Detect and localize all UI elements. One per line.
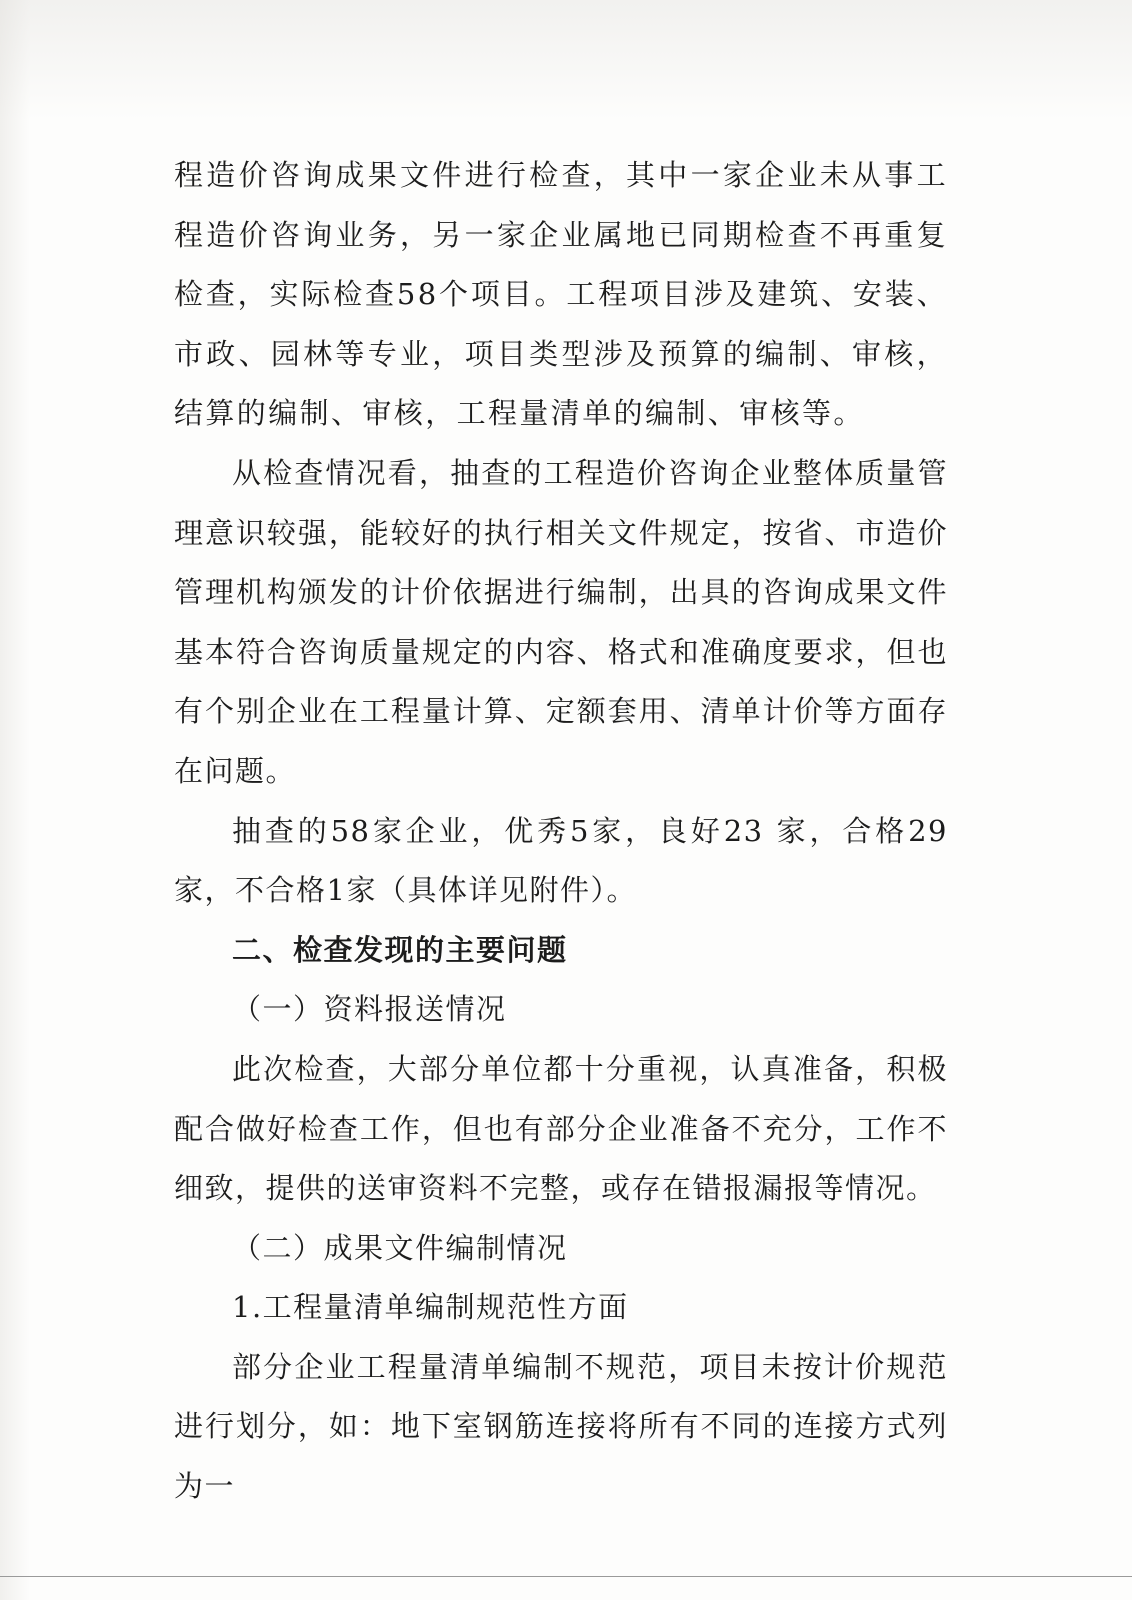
subheading-bill-of-quantities: 1.工程量清单编制规范性方面: [232, 1290, 629, 1325]
subheading-document-preparation: （二）成果文件编制情况: [232, 1230, 568, 1265]
paragraph-bill-of-quantities: 部分企业工程量清单编制不规范，项目未按计价规范进行划分，如：地下室钢筋连接将所有不同的连接方式列为一: [174, 1349, 948, 1504]
document-body: [174, 146, 948, 1517]
paragraph-intro-continued: 程造价咨询成果文件进行检查，其中一家企业未从事工程造价咨询业务，另一家企业属地已同期检查不再重复检查，实际检查58个项目。工程项目涉及建筑、安装、市政、园林等专业，项目类型涉及预算的编制、审核，结算的编制、审核，工程量清单的编制、审核等。: [174, 158, 948, 431]
page-bottom-edge: [0, 1576, 1132, 1577]
paragraph-inspection-overview: 从检查情况看，抽查的工程造价咨询企业整体质量管理意识较强，能较好的执行相关文件规定，按省、市造价管理机构颁发的计价依据进行编制，出具的咨询成果文件基本符合咨询质量规定的内容、格式和准确度要求，但也有个别企业在工程量计算、定额套用、清单计价等方面存在问题。: [174, 455, 948, 788]
scan-shading-left: [0, 0, 30, 1600]
paragraph-data-submission: 此次检查，大部分单位都十分重视，认真准备，积极配合做好检查工作，但也有部分企业准备不充分，工作不细致，提供的送审资料不完整，或存在错报漏报等情况。: [174, 1051, 948, 1206]
scan-shading-top: [0, 0, 1132, 120]
subheading-data-submission: （一）资料报送情况: [232, 992, 507, 1027]
paragraph-inspection-results: 抽查的58家企业，优秀5家，良好23 家，合格29家，不合格1家（具体详见附件）。: [174, 813, 948, 908]
heading-main-problems: 二、检查发现的主要问题: [232, 932, 568, 967]
